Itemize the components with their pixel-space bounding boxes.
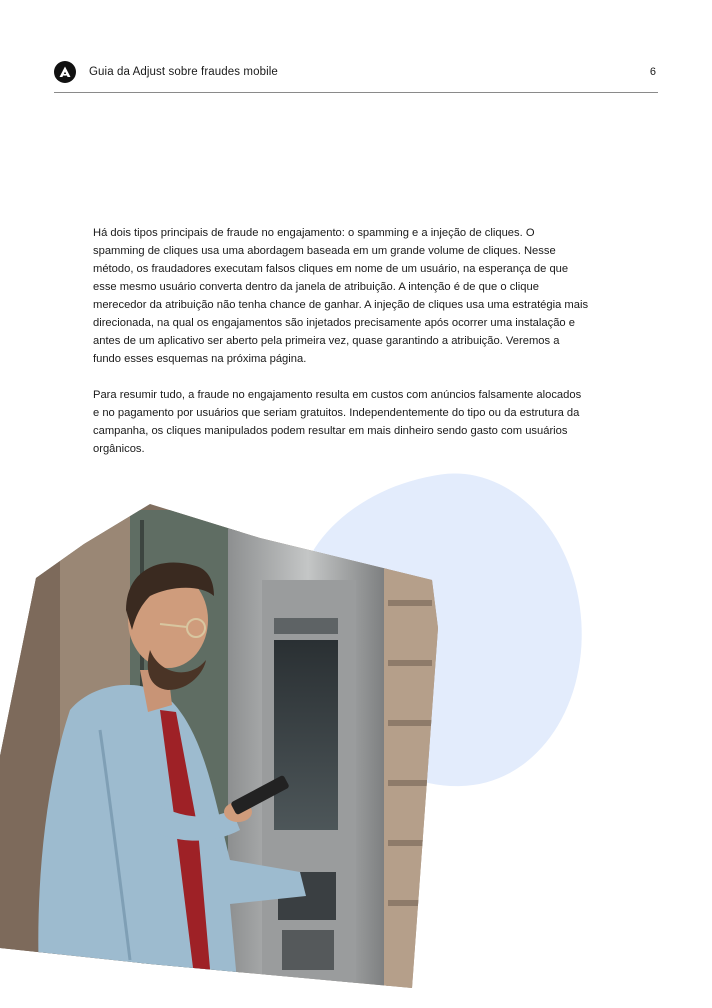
adjust-logo-icon xyxy=(54,61,76,83)
header-divider xyxy=(54,92,658,93)
page-number: 6 xyxy=(649,66,656,78)
atm-photo xyxy=(0,500,440,992)
page-header xyxy=(54,60,658,84)
paragraph-2: Para resumir tudo, a fraude no engajamento resulta em custos com anúncios falsamente alocados e no pagamento por usuários que seriam gratuitos. Independentemente do tipo ou da estrutura da campanha, os cliques manipulados podem resultar em mais dinheiro sendo gasto com usuários orgânicos. xyxy=(93,389,582,455)
paragraph-1: Há dois tipos principais de fraude no engajamento: o spamming e a injeção de cliques. O spamming de cliques usa uma abordagem baseada em um grande volume de cliques. Nesse método, os fraudadores executam falsos cliques em nome de um usuário, na esperança de que esse mesmo usuário converta dentro da janela de atribuição. A intenção é de que o clique merecedor da atribuição não tenha chance de ganhar. A injeção de cliques usa uma estratégia mais direcionada, na qual os engajamentos são injetados precisamente após ocorrer uma instalação e antes de um aplicativo ser aberto pela primeira vez, quase garantindo a atribuição. Veremos a fundo esses esquemas na próxima página. xyxy=(93,227,589,365)
body-text xyxy=(93,224,589,476)
document-title: Guia da Adjust sobre fraudes mobile xyxy=(89,66,278,78)
